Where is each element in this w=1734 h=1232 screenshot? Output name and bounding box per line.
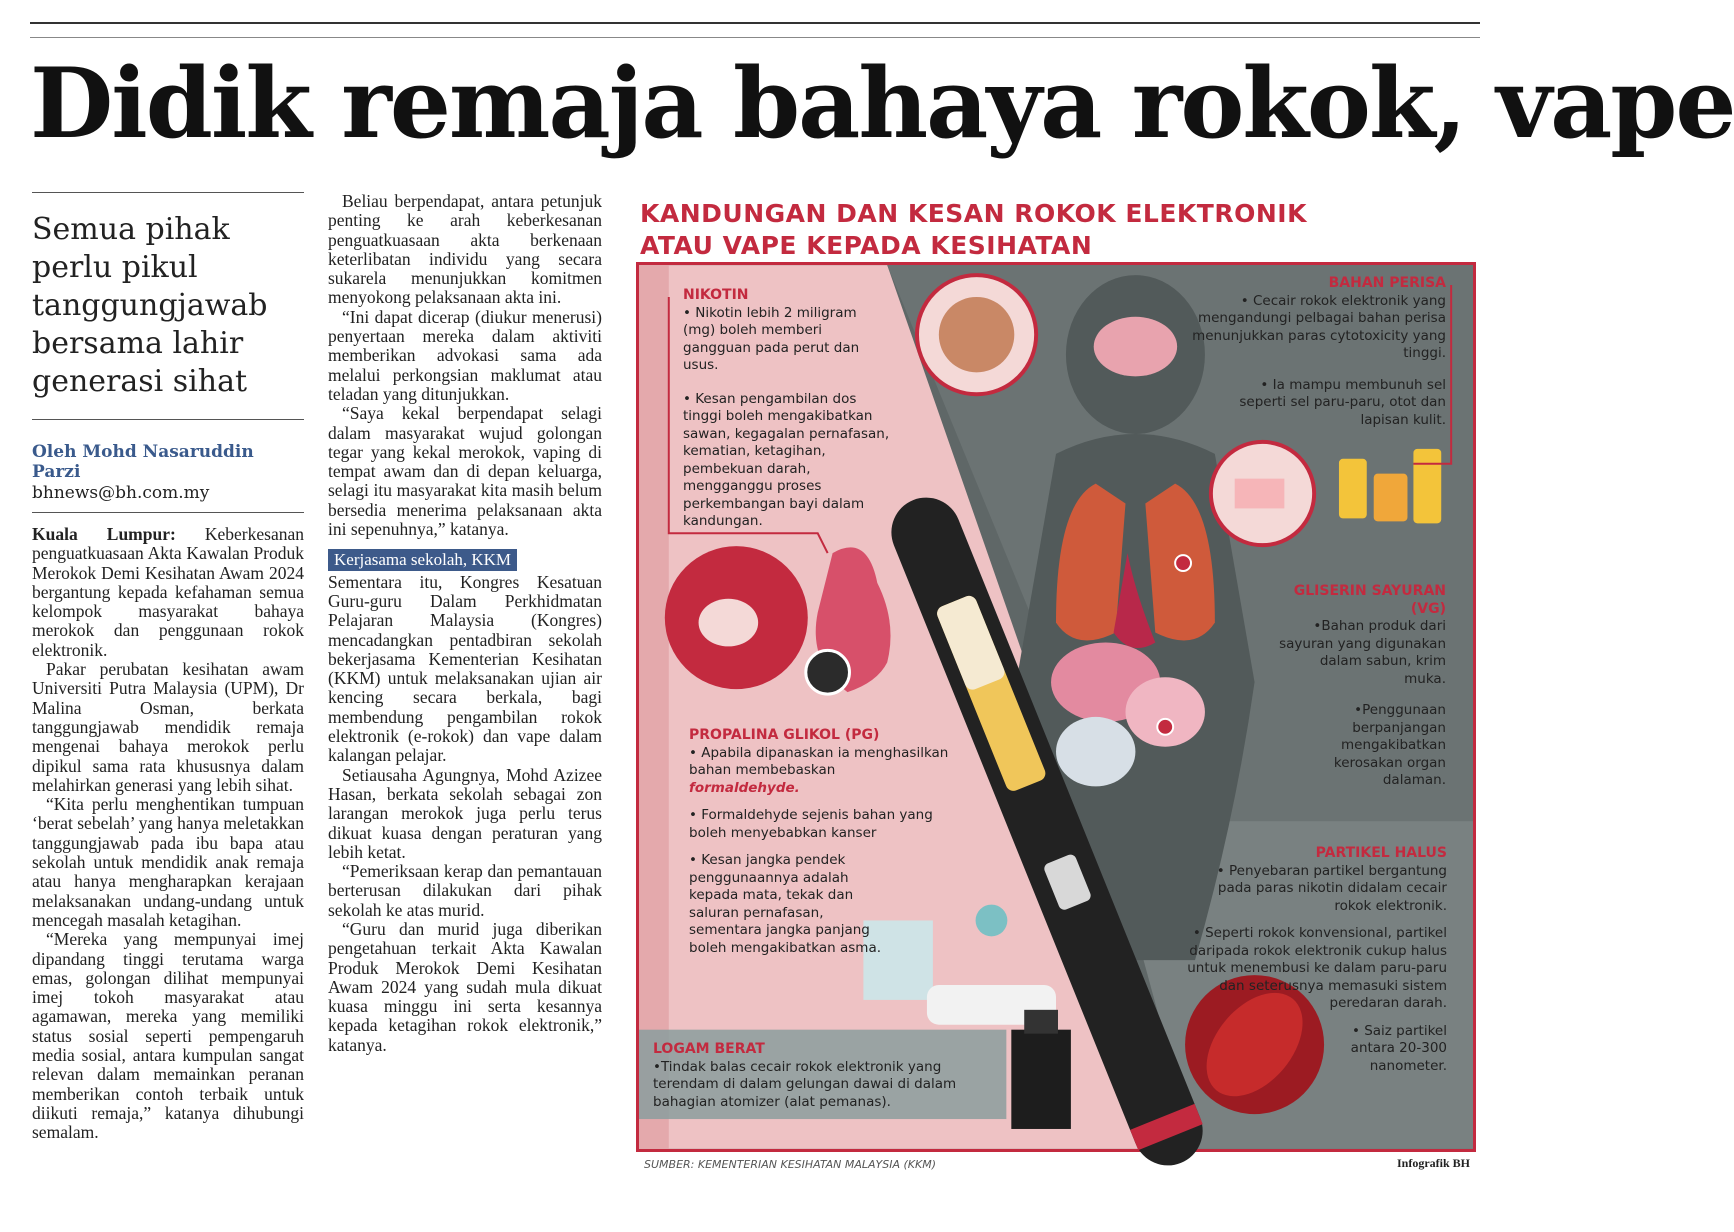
logam-berat-section — [653, 1041, 1003, 1121]
bullet: •Bahan produk dari sayuran yang digunakan dalam sabun, krim muka. — [1279, 618, 1446, 687]
paragraph: “Pemeriksaan kerap dan pemantauan berterusan dilakukan dari pihak sekolah ke atas murid. — [328, 861, 602, 920]
paragraph: Beliau berpendapat, antara petunjuk penting ke arah keberkesanan penguatkuasaan akta berkenaan keterlibatan individu yang secara sukarela menunjukkan komitmen menyokong pelaksanaan akta ini. — [328, 191, 602, 308]
nikotin-section — [683, 287, 893, 541]
infographic-title — [640, 198, 1307, 262]
bullet: • Seperti rokok konvensional, partikel daripada rokok elektronik cukup halus untuk menembusi ke dalam paru-paru dan seterusnya memasuki sistem peredaran darah. — [1187, 925, 1447, 1011]
section-heading: GLISERIN SAYURAN (VG) — [1293, 583, 1446, 617]
bullet — [689, 745, 949, 798]
article-column-2 — [328, 192, 602, 1055]
infographic-panel — [636, 262, 1476, 1152]
bullet: • Kesan jangka pendek penggunaannya adalah kepada mata, tekak dan saluran pernafasan, sementara jangka panjang boleh mengakibatkan asma. — [689, 852, 882, 956]
divider — [32, 192, 304, 193]
divider — [32, 512, 304, 513]
section-heading: NIKOTIN — [683, 287, 749, 303]
paragraph: “Guru dan murid juga diberikan pengetahuan terkait Akta Kawalan Produk Merokok Demi Kesihatan Awam 2024 yang sudah mula dikuat kuasa minggu ini serta kesannya kepada ketagihan rokok elektronik,” katanya. — [328, 918, 602, 1055]
bullet: • Cecair rokok elektronik yang mengandungi pelbagai bahan perisa menunjukkan paras cytotoxicity yang tinggi. — [1192, 292, 1446, 361]
bullet-emphasis: formaldehyde. — [689, 779, 800, 796]
article-body-col1 — [32, 525, 304, 1143]
bullet: •Tindak balas cecair rokok elektronik yang terendam di dalam gelungan dawai di dalam bahagian atomizer (alat pemanas). — [653, 1058, 957, 1110]
bullet: • Saiz partikel antara 20-300 nanometer. — [1350, 1022, 1447, 1074]
dateline: Kuala Lumpur: — [32, 524, 176, 544]
divider — [32, 419, 304, 420]
subheadline: Semua pihak perlu pikul tanggungjawab bersama lahir generasi sihat — [32, 212, 268, 399]
paragraph-text: Keberkesanan penguatkuasaan Akta Kawalan Produk Merokok Demi Kesihatan Awam 2024 bergantung kepada kefahaman semua kelompok masyarakat bahaya merokok dan penggunaan rokok elektronik. — [32, 524, 304, 660]
bullet: • Ia mampu membunuh sel seperti sel paru-paru, otot dan lapisan kulit. — [1239, 376, 1446, 428]
article-column-1 — [32, 192, 304, 1143]
section-heading: LOGAM BERAT — [653, 1041, 765, 1057]
section-subhead: Kerjasama sekolah, KKM — [328, 549, 517, 570]
paragraph: “Saya kekal berpendapat selagi dalam masyarakat wujud golongan tegar yang kekal merokok, vaping di tempat awam dan di depan keluarga, selagi itu masyarakat kita masih belum bersedia menerima pelaksanaan akta ini sepenuhnya,” katanya. — [328, 403, 602, 540]
bullet: •Penggunaan berpanjangan mengakibatkan kerosakan organ dalaman. — [1333, 702, 1446, 788]
gliserin-section — [1279, 583, 1446, 800]
bahan-perisa-section — [1184, 275, 1446, 439]
bullet: • Penyebaran partikel bergantung pada paras nikotin didalam cecair rokok elektronik. — [1216, 862, 1447, 914]
paragraph: Sementara itu, Kongres Kesatuan Guru-guru Dalam Perkhidmatan Pelajaran Malaysia (Kongres) mencadangkan pentadbiran sekolah bekerjasama Kementerian Kesihatan (KKM) untuk melaksanakan ujian air kencing secara berkala, bagi membendung pengambilan rokok elektronik (e-rokok) dan vape dalam kalangan pelajar. — [328, 571, 602, 766]
bullet-text: • Apabila dipanaskan ia menghasilkan bahan membebaskan — [689, 744, 949, 778]
paragraph: Pakar perubatan kesihatan awam Universiti Putra Malaysia (UPM), Dr Malina Osman, berkata tanggungjawab mendidik remaja mengenai bahaya merokok perlu dipikul sama rata khususnya dalam melahirkan generasi yang lebih sihat. — [32, 659, 304, 795]
paragraph: “Mereka yang mempunyai imej dipandang tinggi terutama warga emas, golongan dilihat mempunyai imej tokoh masyarakat atau agamawan, mereka yang memiliki status sosial seperti pempengaruh media sosial, antara kumpulan sangat relevan dalam memainkan peranan memberikan contoh terbaik untuk diikuti remaja,” katanya dihubungi semalam. — [32, 929, 304, 1143]
propalina-section — [689, 727, 949, 967]
bullet: • Kesan pengambilan dos tinggi boleh mengakibatkan sawan, kegagalan pernafasan, kematian, ketagihan, pembekuan darah, mengganggu proses perkembangan bayi dalam kandungan. — [683, 390, 890, 529]
article-body-col2 — [328, 192, 602, 1055]
author-email[interactable]: bhnews@bh.com.my — [32, 483, 210, 503]
infographic-title-line2: ATAU VAPE KEPADA KESIHATAN — [640, 231, 1093, 260]
infographic — [628, 190, 1480, 1178]
infographic-title-line1: KANDUNGAN DAN KESAN ROKOK ELEKTRONIK — [640, 199, 1307, 228]
partikel-section — [1179, 845, 1447, 1085]
paragraph: Setiausaha Agungnya, Mohd Azizee Hasan, berkata sekolah sebagai zon larangan merokok juga perlu terus dikuat kuasa dengan peraturan yang lebih ketat. — [328, 764, 602, 862]
bullet: • Formaldehyde sejenis bahan yang boleh menyebabkan kanser — [689, 807, 933, 841]
byline: Oleh Mohd Nasaruddin Parzi — [32, 442, 254, 482]
paragraph: “Kita perlu menghentikan tumpuan ‘berat sebelah’ yang hanya meletakkan tanggungjawab pada ibu bapa atau sekolah untuk mendidik anak remaja atau hanya mengharapkan kerajaan melaksanakan undang-undang untuk mencegah masalah ketagihan. — [32, 794, 304, 930]
section-heading: PROPALINA GLIKOL (PG) — [689, 727, 880, 743]
source-note: SUMBER: KEMENTERIAN KESIHATAN MALAYSIA (KKM) — [644, 1158, 936, 1171]
paragraph — [32, 525, 304, 660]
section-heading: BAHAN PERISA — [1328, 275, 1446, 291]
headline: Didik remaja bahaya rokok, vape — [30, 47, 1734, 160]
section-heading: PARTIKEL HALUS — [1315, 845, 1447, 861]
masthead-rule — [30, 22, 1480, 38]
infographic-credit: Infografik BH — [1396, 1156, 1470, 1170]
bullet: • Nikotin lebih 2 miligram (mg) boleh memberi gangguan pada perut dan usus. — [683, 304, 860, 373]
paragraph: “Ini dapat dicerap (diukur menerusi) penyertaan mereka dalam aktiviti memberikan advokasi sama ada melalui perkongsian maklumat atau teladan yang ditunjukkan. — [328, 306, 602, 404]
